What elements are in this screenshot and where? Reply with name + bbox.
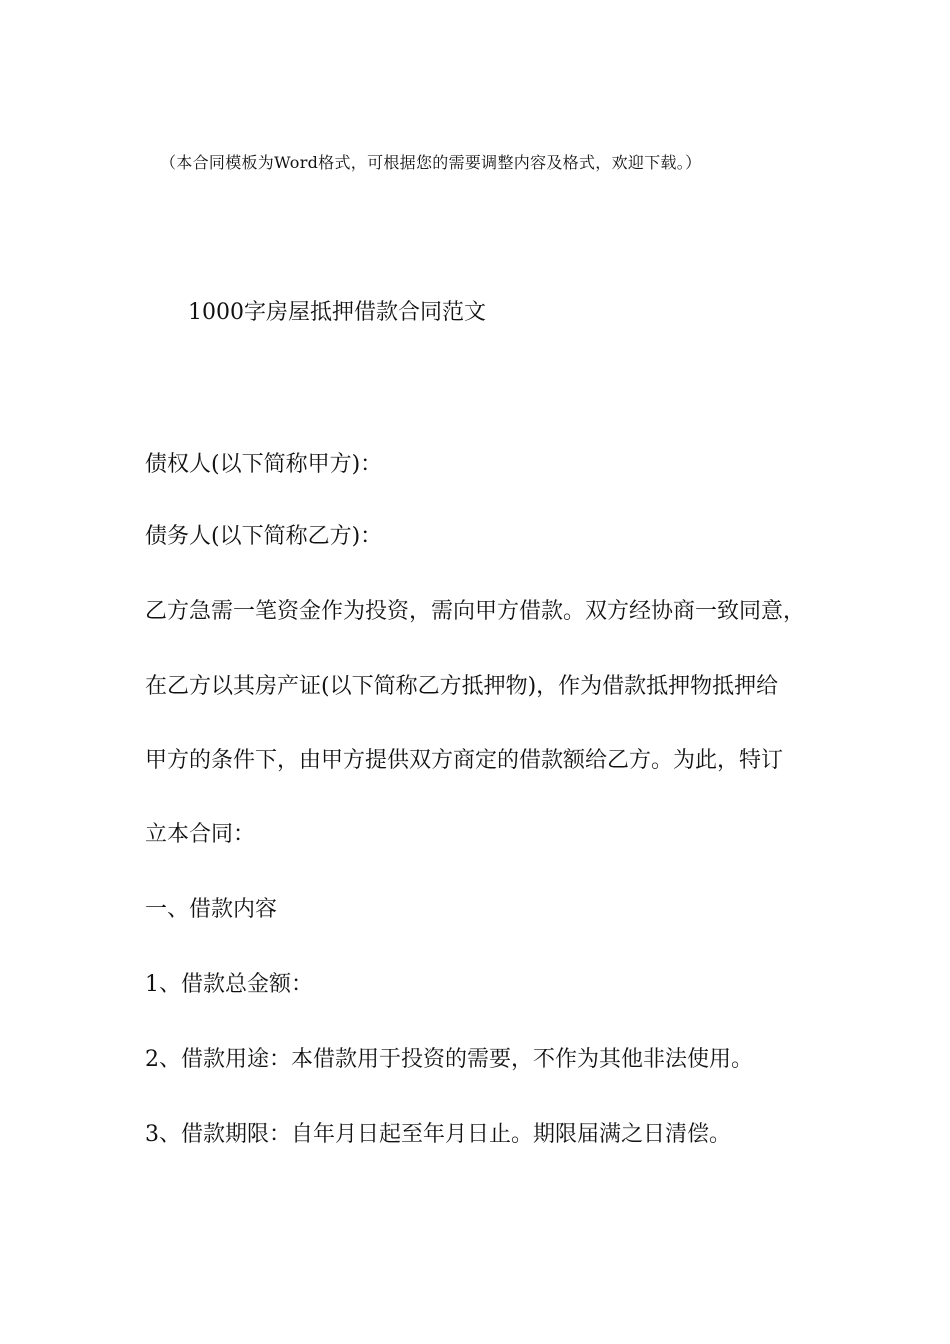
body-text-line: 甲方的条件下，由甲方提供双方商定的借款额给乙方。为此，特订: [145, 748, 784, 773]
body-text-line: 立本合同：: [145, 822, 256, 847]
clause-item: 3、借款期限：自年月日起至年月日止。期限届满之日清偿。: [145, 1122, 731, 1147]
debtor-line: 债务人(以下简称乙方)：: [145, 524, 383, 549]
document-title: 1000字房屋抵押借款合同范文: [188, 300, 486, 325]
body-text-line: 乙方急需一笔资金作为投资，需向甲方借款。双方经协商一致同意，: [145, 599, 806, 624]
clause-item: 2、借款用途：本借款用于投资的需要，不作为其他非法使用。: [145, 1047, 753, 1072]
creditor-line: 债权人(以下简称甲方)：: [145, 452, 383, 477]
body-text-line: 在乙方以其房产证(以下简称乙方抵押物)，作为借款抵押物抵押给: [145, 674, 779, 699]
section-heading: 一、借款内容: [145, 897, 278, 922]
clause-item: 1、借款总金额：: [145, 972, 313, 997]
template-notice: （本合同模板为Word格式，可根据您的需要调整内容及格式，欢迎下载。）: [160, 153, 702, 172]
